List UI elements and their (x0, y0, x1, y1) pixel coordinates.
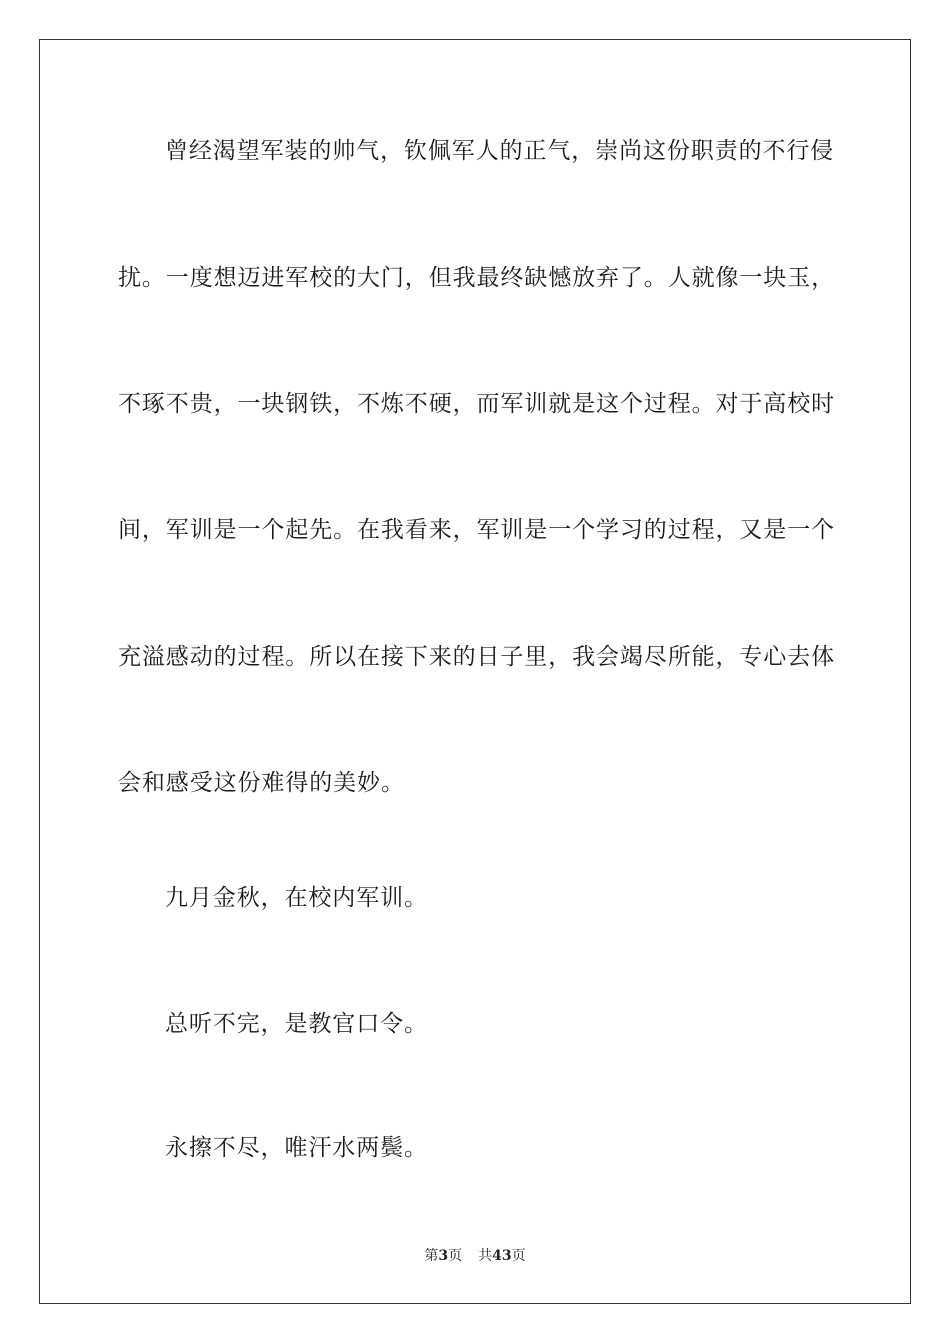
text-line: 间，军训是一个起先。在我看来，军训是一个学习的过程，又是一个 (118, 517, 835, 543)
text-line: 总听不完，是教官口令。 (165, 1011, 428, 1037)
page-number: 3 (438, 1248, 449, 1264)
page-footer (0, 1247, 950, 1265)
text-line: 会和感受这份难得的美妙。 (118, 770, 405, 796)
text-line: 不琢不贵，一块钢铁，不炼不硬，而军训就是这个过程。对于高校时 (118, 391, 835, 417)
total-pages: 43 (492, 1248, 512, 1264)
page-prefix: 第 (424, 1248, 439, 1264)
text-line: 充溢感动的过程。所以在接下来的日子里，我会竭尽所能，专心去体 (118, 644, 835, 670)
page-border (39, 39, 911, 1304)
text-line: 永擦不尽，唯汗水两鬓。 (165, 1135, 428, 1161)
text-line: 九月金秋，在校内军训。 (165, 885, 428, 911)
text-line: 扰。一度想迈进军校的大门，但我最终缺憾放弃了。人就像一块玉， (118, 265, 835, 291)
total-prefix: 共 (478, 1248, 493, 1264)
page-suffix: 页 (448, 1248, 463, 1264)
total-suffix: 页 (511, 1248, 526, 1264)
text-line: 曾经渴望军装的帅气，钦佩军人的正气，崇尚这份职责的不行侵 (165, 138, 835, 164)
